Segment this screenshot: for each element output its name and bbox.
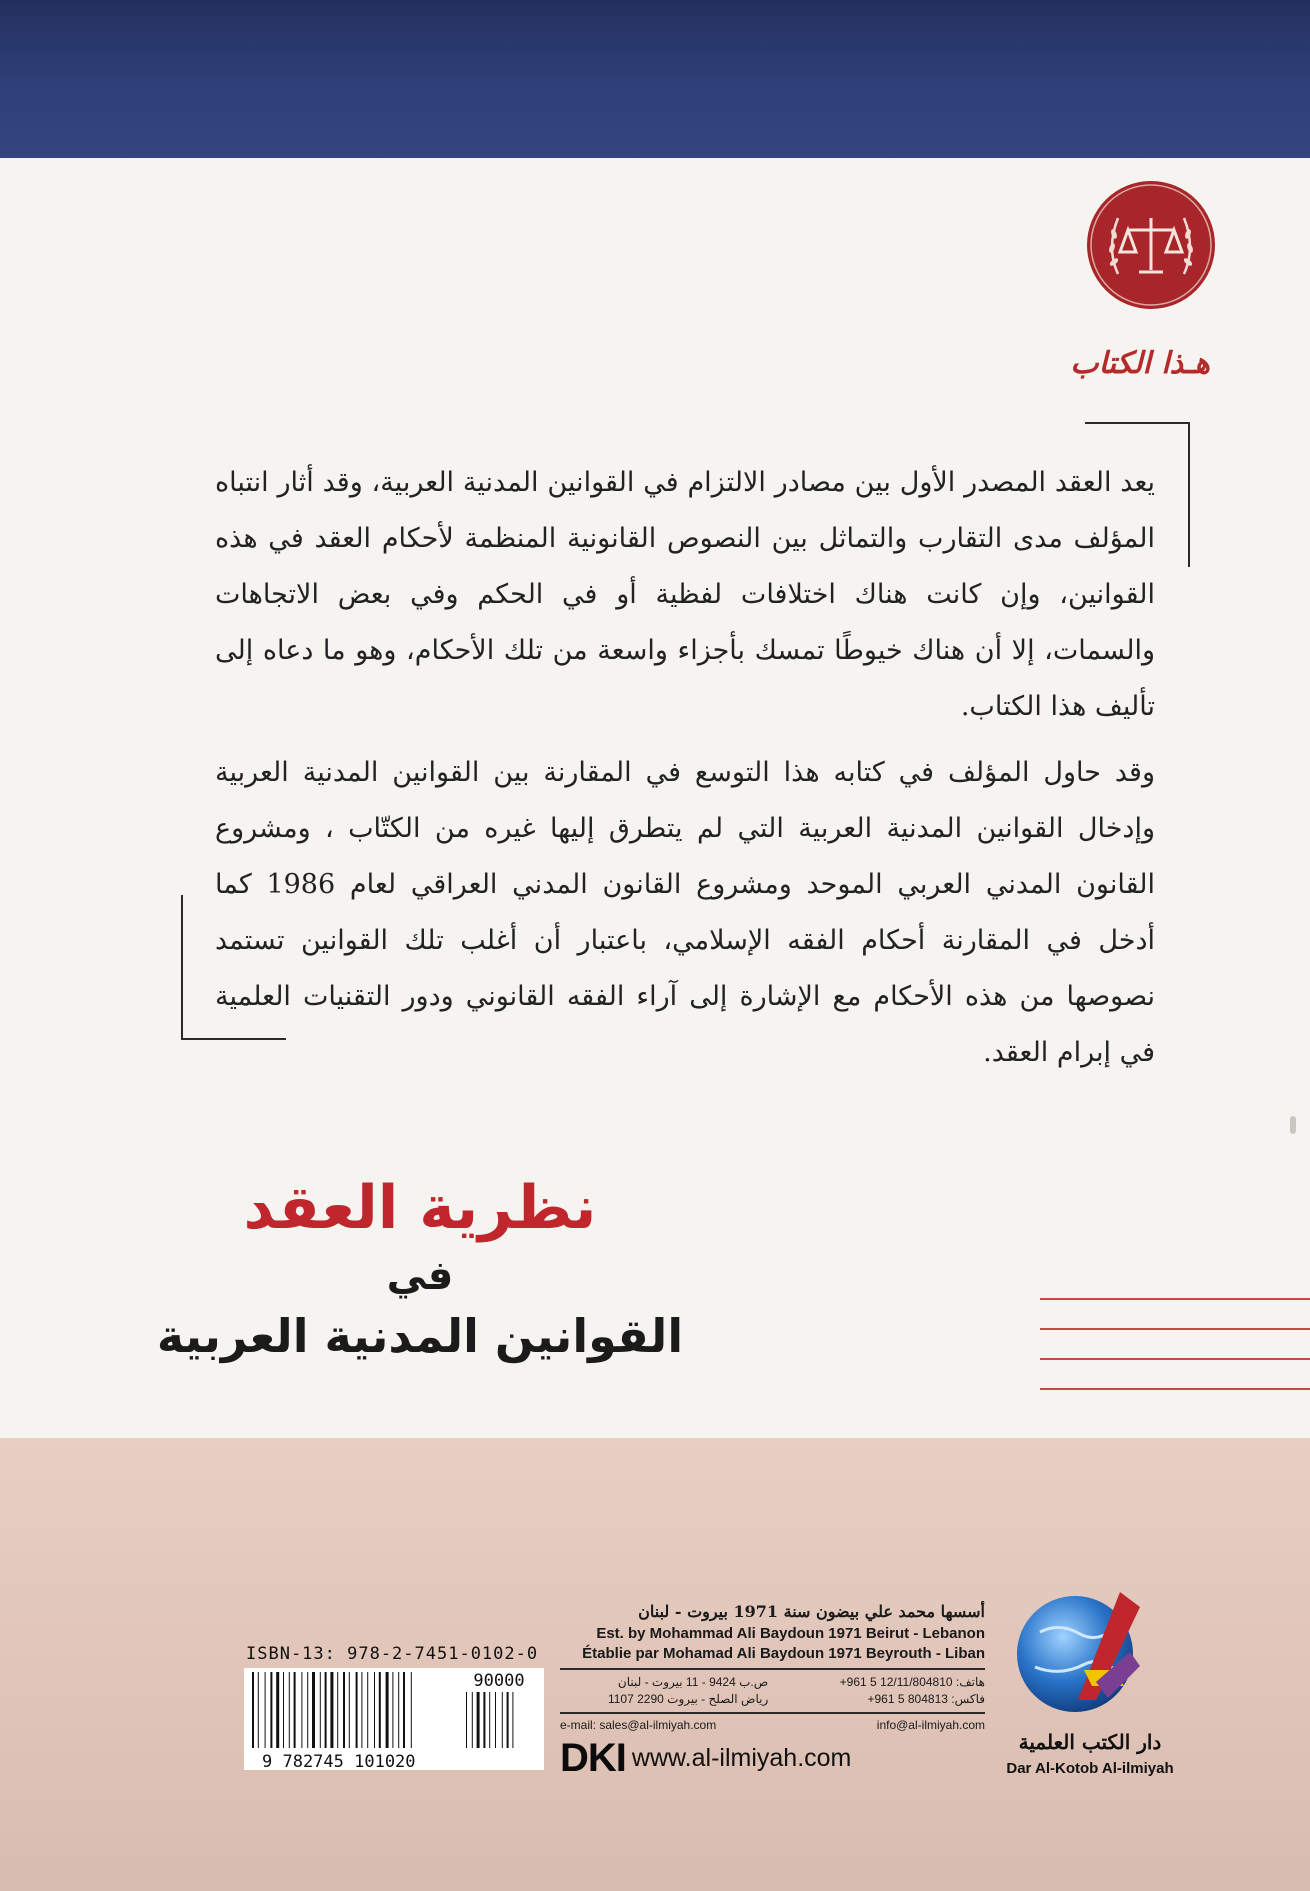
- phone-line: هاتف: 12/11/804810 5 961+: [839, 1675, 985, 1689]
- isbn-text: ISBN-13: 978-2-7451-0102-0: [246, 1644, 539, 1664]
- frame-corner-top-right-h: [1085, 422, 1190, 424]
- divider-2: [560, 1712, 985, 1714]
- barcode-addon: 90000: [473, 1671, 525, 1691]
- dki-wordmark: DKI: [560, 1736, 626, 1780]
- blurb-paragraph-2: وقد حاول المؤلف في كتابه هذا التوسع في المقارنة بين القوانين المدنية العربية وإدخال القوانين المدنية العربية التي لم يتطرق إليها غيره من الكتّاب ، ومشروع القانون المدني العربي الموحد ومشروع القانون المدني العراقي لعام 1986 كما أدخل في المقارنة أحكام الفقه الإسلامي، باعتبار أن أغلب تلك القوانين تستمد نصوصها من هذه الأحكام مع الإشارة إلى آراء الفقه القانوني ودور التقنيات العلمية في إبرام العقد.: [215, 757, 1155, 1068]
- email-row: [560, 1718, 985, 1732]
- contact-grid: [560, 1674, 985, 1708]
- scales-of-justice-icon: [1084, 178, 1218, 312]
- website: www.al-ilmiyah.com: [631, 1744, 852, 1772]
- address-line-2: رياض الصلح - بيروت 2290 1107: [607, 1692, 769, 1706]
- barcode: [244, 1668, 544, 1770]
- frame-corner-top-right: [1188, 422, 1190, 567]
- publisher-name-ar: دار الكتب العلمية: [1018, 1730, 1162, 1754]
- title-connector: في: [386, 1253, 454, 1299]
- address-col: [560, 1674, 768, 1708]
- publisher-info: [560, 1600, 985, 1781]
- address-line-1: ص.ب 9424 - 11 بيروت - لبنان: [617, 1675, 769, 1689]
- cover-mark: [1290, 1116, 1296, 1134]
- book-title: [120, 1168, 720, 1368]
- blurb-paragraph-1: يعد العقد المصدر الأول بين مصادر الالتزام في القوانين المدنية العربية، وقد أثار انتباه المؤلف مدى التقارب والتماثل بين النصوص القانونية المنظمة لأحكام العقد في هذه القوانين، وإن كانت هناك اختلافات لفظية أو في الحكم وفي بعض الاتجاهات والسمات، إلا أن هناك خيوطًا تمسك بأجزاء واسعة من تلك الأحكام، وهو ما دعاه إلى تأليف هذا الكتاب.: [215, 467, 1155, 722]
- blurb-text: [215, 455, 1155, 1091]
- globe-logo-icon: [1000, 1582, 1170, 1722]
- established-en: Est. by Mohammad Ali Baydoun 1971 Beirut - Lebanon: [596, 1625, 985, 1642]
- web-row: [560, 1736, 985, 1781]
- frame-corner-bottom-left: [181, 895, 183, 1040]
- publisher-name-en: Dar Al-Kotob Al-ilmiyah: [1006, 1760, 1174, 1777]
- divider: [560, 1668, 985, 1670]
- fax-line: فاكس: 804813 5 961+: [867, 1692, 985, 1706]
- title-sub: القوانين المدنية العربية: [156, 1309, 684, 1363]
- sales-email: e-mail: sales@al-ilmiyah.com: [560, 1718, 717, 1732]
- decorative-red-lines: [1040, 1298, 1310, 1418]
- barcode-digits: 9 782745 101020: [262, 1752, 416, 1770]
- established-ar: أسسها محمد علي بيضون سنة 1971 بيروت - لبنان: [638, 1602, 985, 1621]
- established-fr: Établie par Mohamad Ali Baydoun 1971 Beyrouth - Liban: [582, 1645, 985, 1662]
- info-email: info@al-ilmiyah.com: [876, 1718, 985, 1732]
- phone-col: [777, 1674, 985, 1708]
- section-label: هـذا الكتاب: [1070, 346, 1210, 381]
- top-blue-band: [0, 0, 1310, 158]
- title-main: نظرية العقد: [243, 1173, 597, 1243]
